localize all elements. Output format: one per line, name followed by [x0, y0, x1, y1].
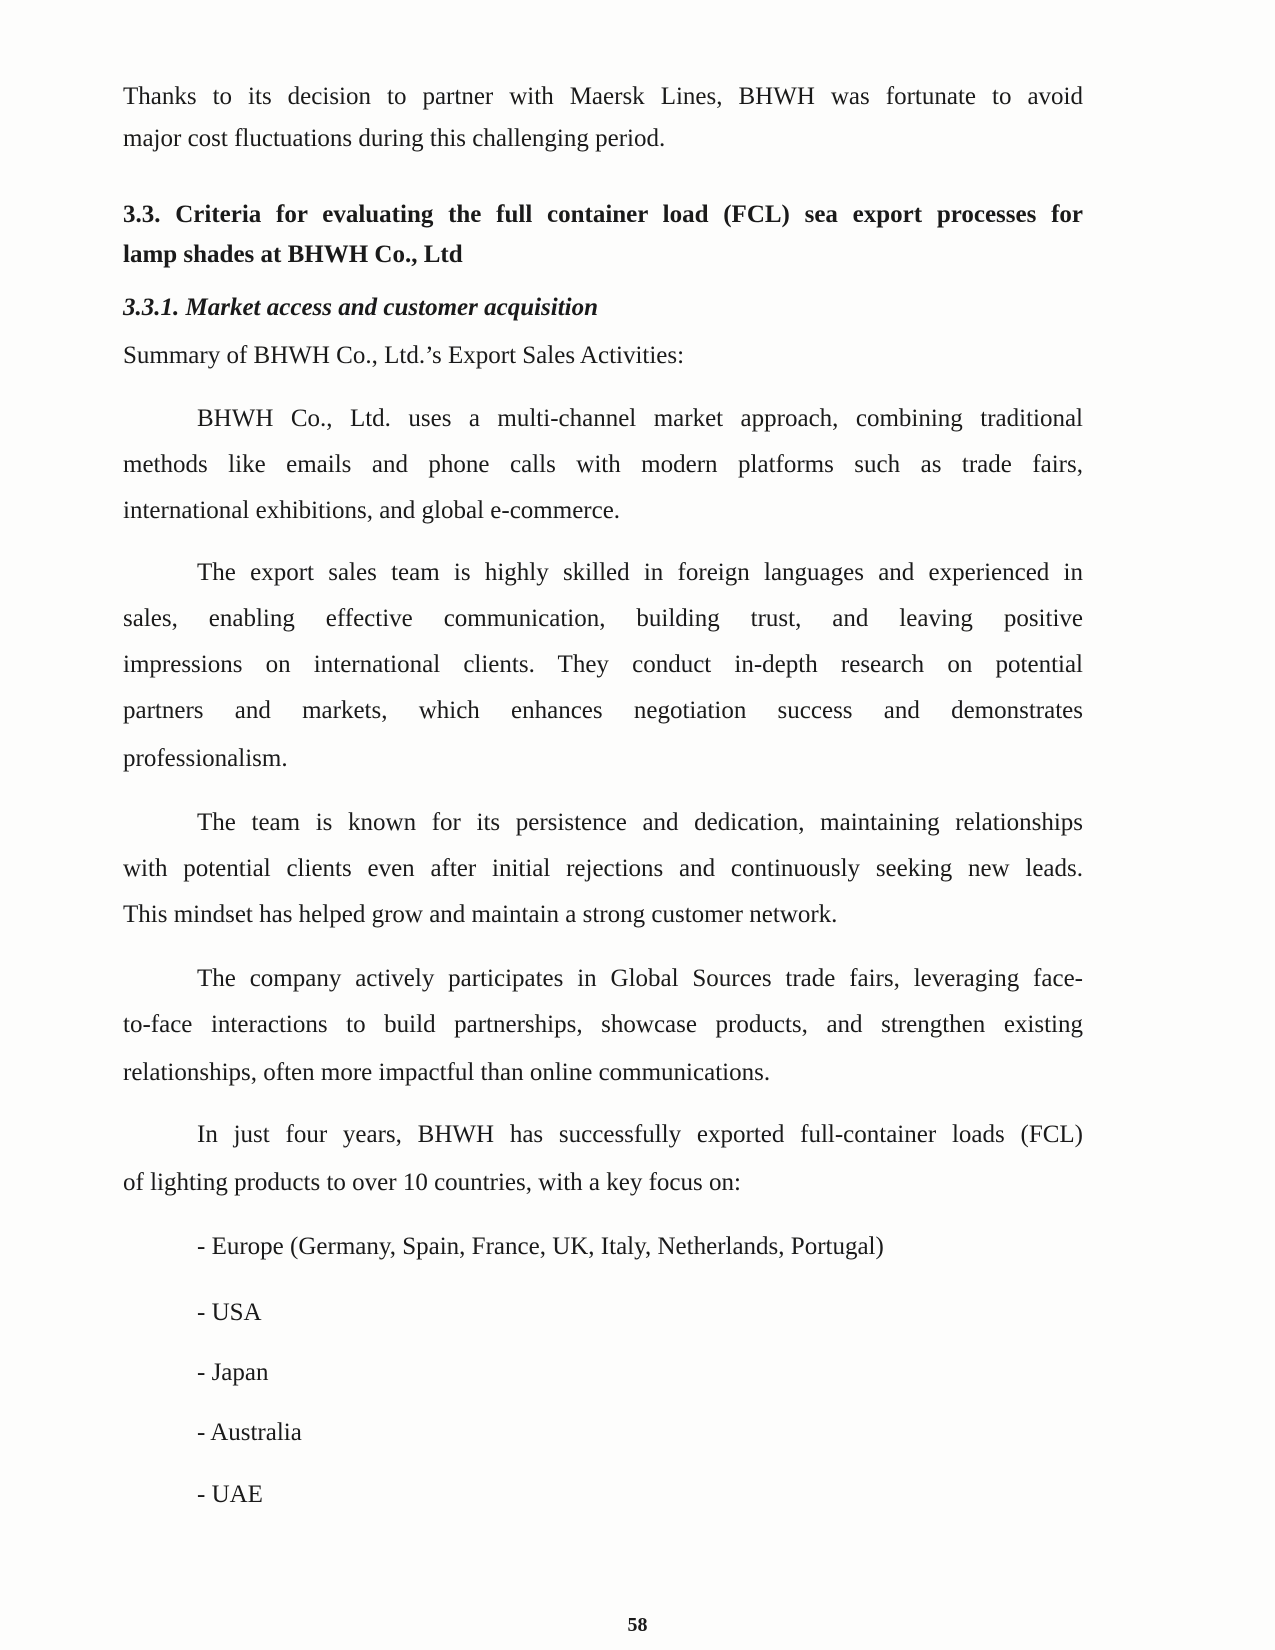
paragraph-5-line-1: In just four years, BHWH has successfully exported full-container loads (FCL) [197, 1121, 1083, 1148]
paragraph-5-line-2: of lighting products to over 10 countries, with a key focus on: [123, 1169, 741, 1196]
paragraph-2-line-5: professionalism. [123, 745, 288, 772]
market-item-japan: - Japan [197, 1359, 269, 1386]
paragraph-3-line-3: This mindset has helped grow and maintain a strong customer network. [123, 901, 838, 928]
intro-line-2: major cost fluctuations during this challenging period. [123, 125, 666, 152]
market-item-usa: - USA [197, 1299, 262, 1326]
page-number: 58 [627, 1614, 648, 1636]
paragraph-2-line-4: partners and markets, which enhances negotiation success and demonstrates [123, 697, 1083, 724]
paragraph-1-line-3: international exhibitions, and global e-commerce. [123, 497, 621, 524]
paragraph-1-line-1: BHWH Co., Ltd. uses a multi-channel market approach, combining traditional [197, 405, 1083, 432]
paragraph-4-line-1: The company actively participates in Global Sources trade fairs, leveraging face- [197, 965, 1083, 992]
paragraph-3-line-1: The team is known for its persistence and dedication, maintaining relationships [197, 809, 1083, 836]
section-heading-line-2: lamp shades at BHWH Co., Ltd [123, 241, 463, 268]
market-item-australia: - Australia [197, 1419, 302, 1446]
paragraph-4-line-3: relationships, often more impactful than online communications. [123, 1059, 771, 1086]
intro-line-1: Thanks to its decision to partner with Maersk Lines, BHWH was fortunate to avoid [123, 83, 1083, 110]
paragraph-4-line-2: to-face interactions to build partnerships, showcase products, and strengthen existing [123, 1011, 1083, 1038]
subsection-heading: 3.3.1. Market access and customer acquisition [123, 294, 599, 321]
summary-label: Summary of BHWH Co., Ltd.’s Export Sales Activities: [123, 342, 685, 369]
paragraph-2-line-3: impressions on international clients. They conduct in-depth research on potential [123, 651, 1083, 678]
paragraph-2-line-1: The export sales team is highly skilled in foreign languages and experienced in [197, 559, 1083, 586]
paragraph-3-line-2: with potential clients even after initial rejections and continuously seeking new leads. [123, 855, 1083, 882]
paragraph-2-line-2: sales, enabling effective communication, building trust, and leaving positive [123, 605, 1083, 632]
section-heading-line-1: 3.3. Criteria for evaluating the full container load (FCL) sea export processes for [123, 201, 1083, 228]
market-item-europe: - Europe (Germany, Spain, France, UK, Italy, Netherlands, Portugal) [197, 1233, 884, 1260]
market-item-uae: - UAE [197, 1481, 263, 1508]
paragraph-1-line-2: methods like emails and phone calls with modern platforms such as trade fairs, [123, 451, 1083, 478]
